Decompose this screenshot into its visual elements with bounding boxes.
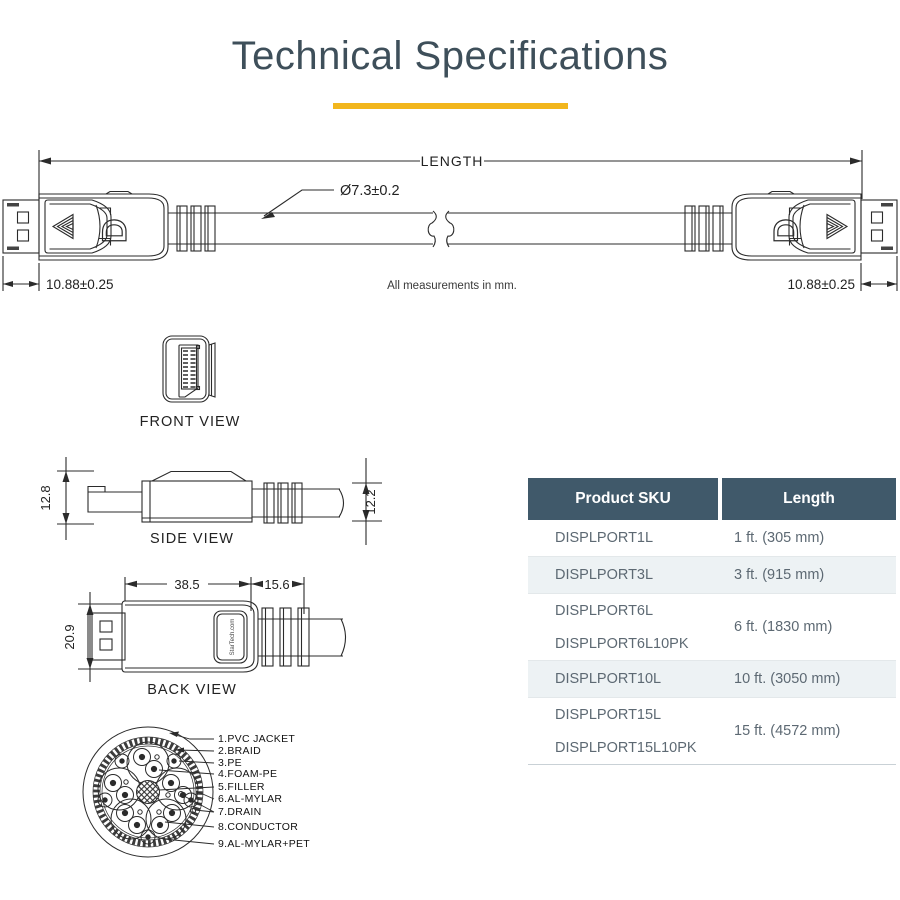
back-view-label: BACK VIEW (147, 682, 237, 698)
plug-dim-right-label: 10.88±0.25 (787, 277, 855, 292)
table-row (528, 594, 896, 661)
table-row (528, 661, 896, 698)
cs-label-al-mylar: 6.AL-MYLAR (218, 793, 283, 805)
cable (219, 211, 684, 247)
back-body-length-dim: 38.5 (174, 577, 200, 592)
cs-label-braid: 2.BRAID (218, 745, 261, 757)
cs-label-drain: 7.DRAIN (218, 806, 262, 818)
cs-label-pe: 3.PE (218, 757, 242, 769)
sku-cell: DISPLPORT6L (555, 602, 654, 619)
sku-cell: DISPLPORT15L10PK (555, 739, 697, 756)
units-note: All measurements in mm. (387, 280, 517, 292)
cs-label-pvc-jacket: 1.PVC JACKET (218, 733, 296, 745)
filler-core (137, 781, 160, 804)
length-cell: 15 ft. (4572 mm) (734, 723, 841, 739)
front-view-drawing (163, 336, 215, 402)
plug-dimension-left (3, 256, 39, 291)
diameter-dim-label: Ø7.3±0.2 (340, 183, 400, 199)
cable-length-drawing (3, 150, 897, 291)
dp-logo: D (96, 218, 134, 243)
length-cell: 1 ft. (305 mm) (734, 530, 825, 546)
table-header-row (528, 478, 896, 520)
plug-dimension-right (861, 256, 897, 291)
diameter-callout (261, 190, 334, 219)
plug-dim-left-label: 10.88±0.25 (46, 277, 114, 292)
displayport-connector (3, 192, 219, 261)
table-row (528, 520, 896, 557)
front-view-label: FRONT VIEW (139, 414, 241, 430)
page-title: Technical Specifications (231, 34, 669, 78)
sku-cell: DISPLPORT1L (555, 530, 654, 546)
table-header-product-sku: Product SKU (528, 478, 718, 520)
back-boot-length-dim: 15.6 (264, 577, 290, 592)
sku-cell: DISPLPORT15L (555, 706, 662, 723)
length-cell: 3 ft. (915 mm) (734, 567, 825, 583)
sku-length-table (528, 478, 896, 765)
brand-text: StarTech.com (230, 618, 236, 656)
cross-section-label-list (218, 733, 310, 850)
back-view-drawing (78, 577, 346, 682)
table-header-length: Length (722, 478, 896, 520)
cs-label-filler: 5.FILLER (218, 781, 265, 793)
cs-label-foam-pe: 4.FOAM-PE (218, 768, 278, 780)
cs-label-conductor: 8.CONDUCTOR (218, 821, 299, 833)
back-height-dim: 20.9 (62, 624, 77, 650)
table-row (528, 698, 896, 765)
table-row (528, 557, 896, 594)
side-view-label: SIDE VIEW (150, 531, 234, 547)
side-height-left-dim: 12.8 (38, 485, 53, 511)
side-height-right-dim: 12.2 (363, 489, 378, 515)
sku-cell: DISPLPORT6L10PK (555, 635, 689, 652)
sku-cell: DISPLPORT10L (555, 671, 662, 687)
cs-label-al-mylar-pet: 9.AL-MYLAR+PET (218, 838, 311, 850)
length-cell: 10 ft. (3050 mm) (734, 671, 841, 687)
length-dim-label: LENGTH (420, 153, 484, 169)
cable-cross-section (83, 727, 214, 857)
length-cell: 6 ft. (1830 mm) (734, 619, 833, 635)
sku-cell: DISPLPORT3L (555, 567, 654, 583)
